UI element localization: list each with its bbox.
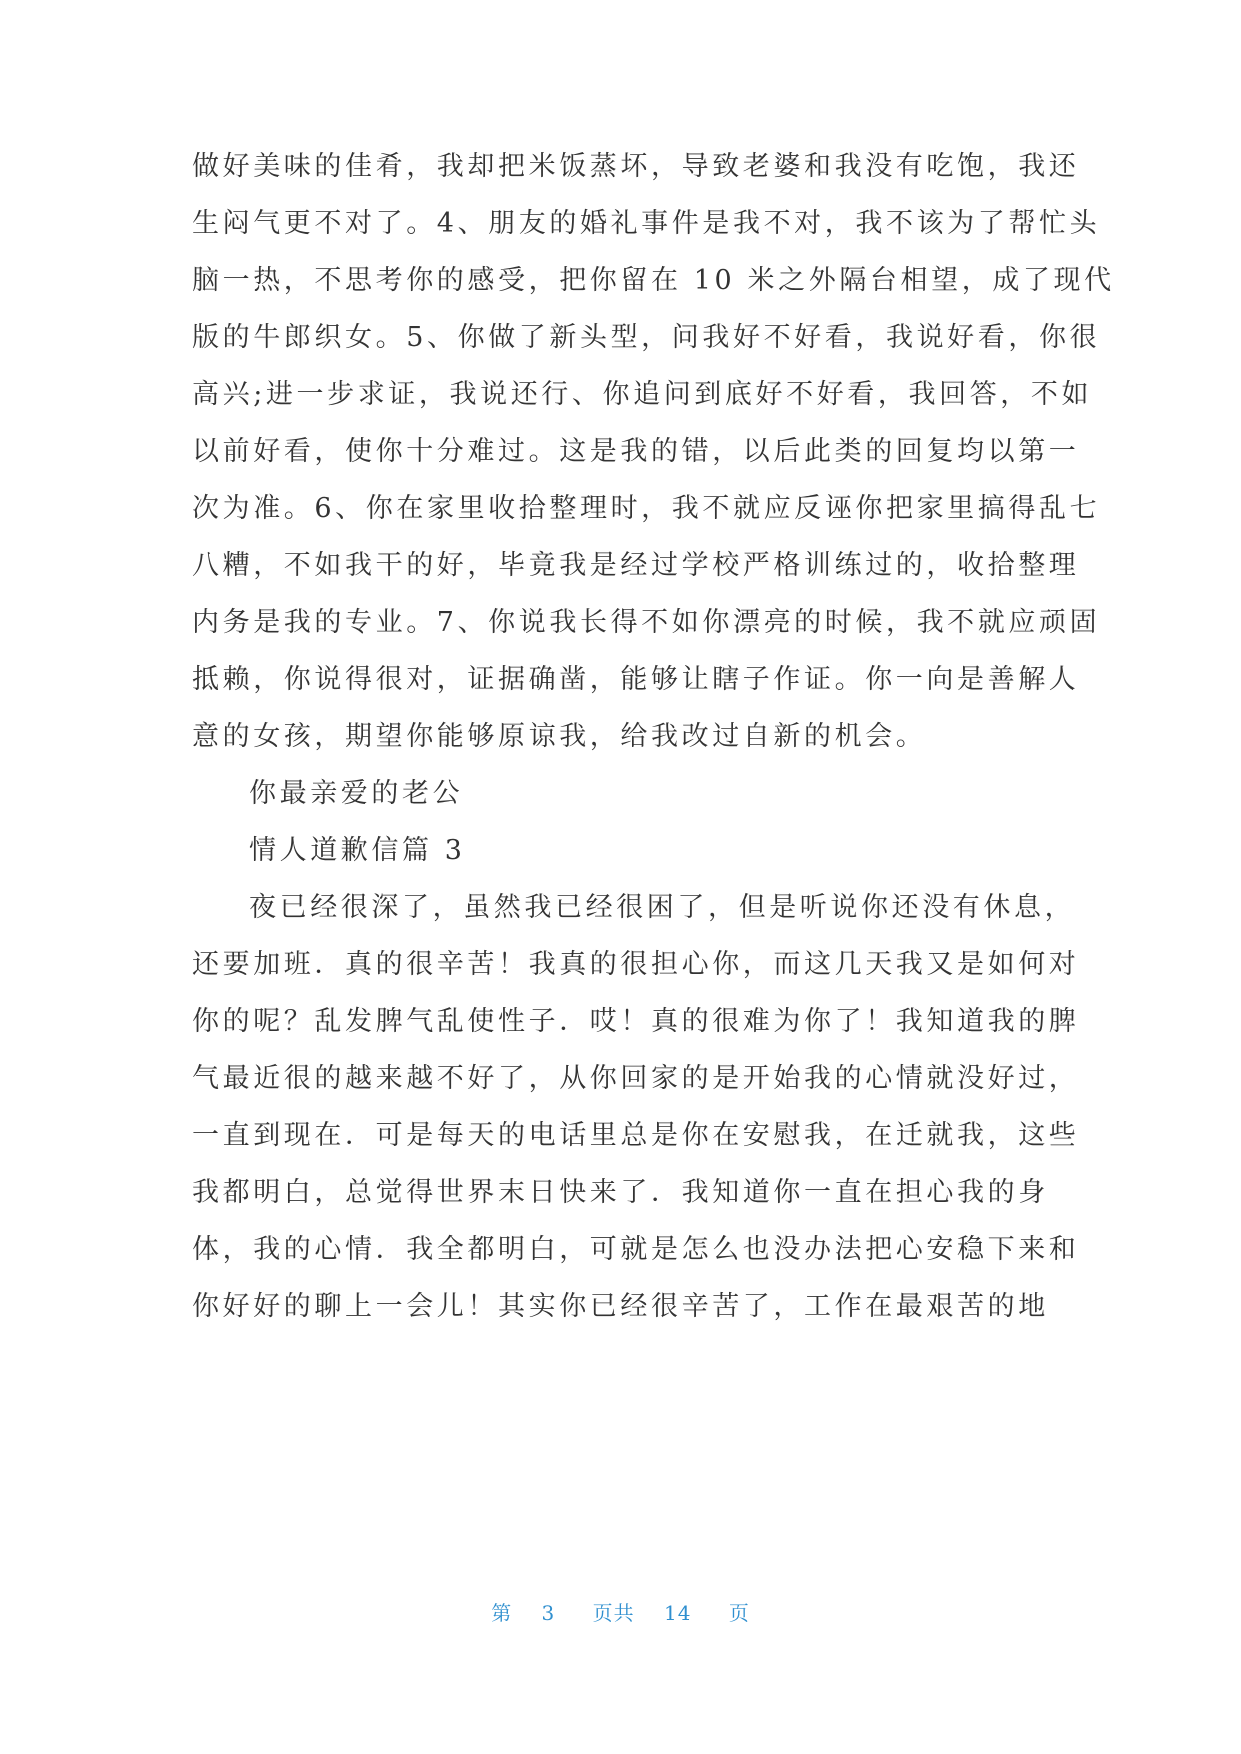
page-footer — [0, 1597, 1241, 1626]
signature: 你最亲爱的老公 — [249, 778, 464, 809]
footer-middle: 页共 — [592, 1601, 635, 1625]
body-line: 体，我的心情．我全都明白，可就是怎么也没办法把心安稳下来和 — [192, 1234, 1080, 1265]
body-line: 你好好的聊上一会儿！其实你已经很辛苦了，工作在最艰苦的地 — [192, 1291, 1049, 1322]
body-line: 内务是我的专业。7、你说我长得不如你漂亮的时候，我不就应顽固 — [192, 607, 1101, 638]
body-line: 我都明白，总觉得世界末日快来了．我知道你一直在担心我的身 — [192, 1177, 1049, 1208]
body-line: 一直到现在．可是每天的电话里总是你在安慰我，在迁就我，这些 — [192, 1120, 1080, 1151]
body-line: 高兴;进一步求证，我说还行、你追问到底好不好看，我回答，不如 — [192, 379, 1093, 410]
body-line: 脑一热，不思考你的感受，把你留在 10 米之外隔台相望，成了现代 — [192, 265, 1115, 296]
body-line: 生闷气更不对了。4、朋友的婚礼事件是我不对，我不该为了帮忙头 — [192, 208, 1101, 239]
body-line: 还要加班．真的很辛苦！我真的很担心你，而这几天我又是如何对 — [192, 949, 1080, 980]
body-line: 抵赖，你说得很对，证据确凿，能够让瞎子作证。你一向是善解人 — [192, 664, 1080, 695]
body-line: 八糟，不如我干的好，毕竟我是经过学校严格训练过的，收拾整理 — [192, 550, 1080, 581]
body-line: 做好美味的佳肴，我却把米饭蒸坏，导致老婆和我没有吃饱，我还 — [192, 151, 1080, 182]
body-line: 版的牛郎织女。5、你做了新头型，问我好不好看，我说好看，你很 — [192, 322, 1101, 353]
total-pages-number: 14 — [664, 1601, 692, 1625]
current-page-number: 3 — [541, 1601, 556, 1625]
body-line: 意的女孩，期望你能够原谅我，给我改过自新的机会。 — [192, 721, 927, 752]
body-line: 夜已经很深了，虽然我已经很困了，但是听说你还没有休息， — [249, 892, 1076, 923]
body-line: 次为准。6、你在家里收拾整理时，我不就应反诬你把家里搞得乱七 — [192, 493, 1101, 524]
section-title: 情人道歉信篇 3 — [249, 835, 466, 866]
body-line: 气最近很的越来越不好了，从你回家的是开始我的心情就没好过， — [192, 1063, 1080, 1094]
body-line: 以前好看，使你十分难过。这是我的错，以后此类的回复均以第一 — [192, 436, 1080, 467]
footer-suffix: 页 — [728, 1601, 750, 1625]
footer-prefix: 第 — [491, 1601, 513, 1625]
body-line: 你的呢？乱发脾气乱使性子．哎！真的很难为你了！我知道我的脾 — [192, 1006, 1080, 1037]
